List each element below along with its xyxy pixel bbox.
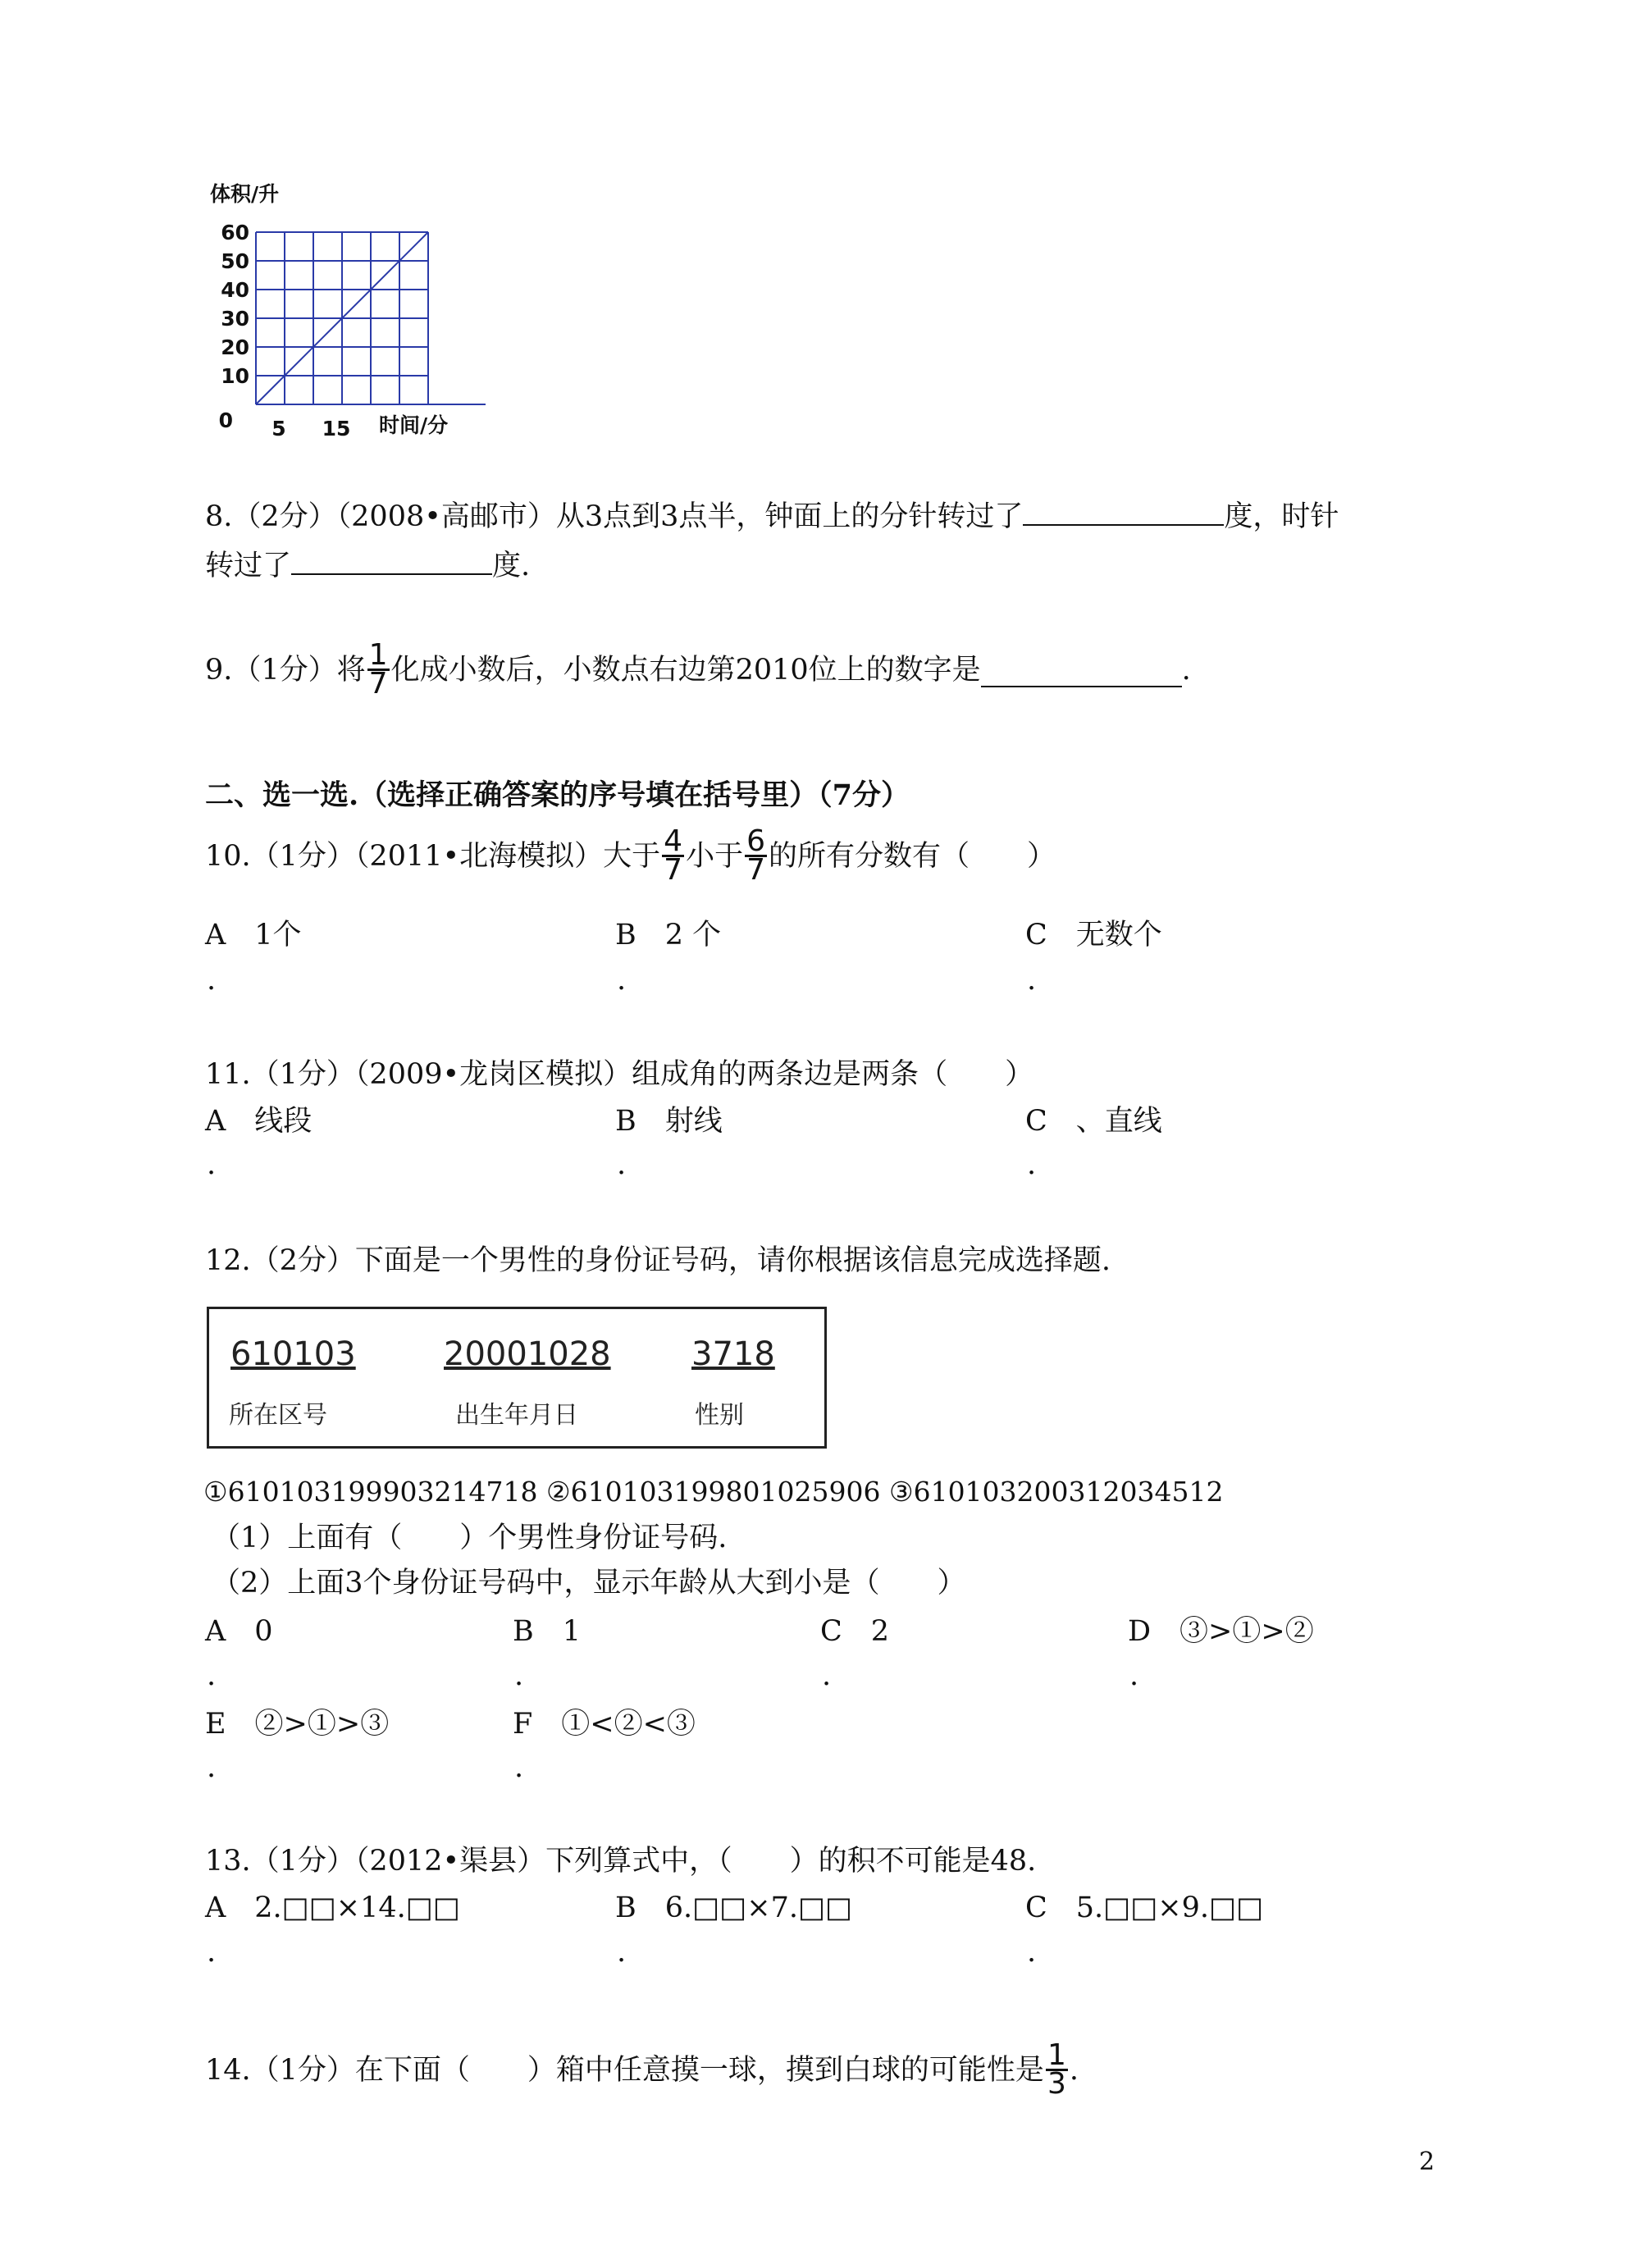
section-2-title: 二、选一选.（选择正确答案的序号填在括号里）（7分） xyxy=(205,778,910,812)
y-tick-label: 40 xyxy=(221,278,249,302)
q12-option-b[interactable]: B 1 xyxy=(513,1615,581,1648)
id-birth-date: 20001028 xyxy=(444,1335,611,1373)
q11-option-a[interactable]: A 线段 xyxy=(205,1105,313,1138)
question-14: 14.（1分）在下面（ ）箱中任意摸一球，摸到白球的可能性是 $\frac{1}{3}$ . xyxy=(205,2038,1079,2101)
fraction-4-7: $\frac{4}{7}$ xyxy=(664,824,683,887)
chart-y-ticks xyxy=(219,221,249,432)
fraction-1-7: $\frac{1}{7}$ xyxy=(368,638,388,700)
q12-sub-2: （2）上面3个身份证号码中，显示年龄从大到小是（ ） xyxy=(212,1567,966,1599)
q12-dot-b: . xyxy=(514,1659,524,1692)
id-card-box xyxy=(207,1307,827,1449)
q11-option-c[interactable]: C 、直线 xyxy=(1025,1105,1162,1138)
q12-dot-c: . xyxy=(822,1659,832,1692)
x-tick-label: 15 xyxy=(322,417,351,440)
question-8-line2: 转过了 度. xyxy=(205,550,531,582)
id-gender-label: 性别 xyxy=(695,1401,744,1430)
q10-option-a[interactable]: A 1个 xyxy=(205,919,302,951)
question-8-line1: 8.（2分）（2008•高邮市）从3点到3点半，钟面上的分针转过了 度，时针 xyxy=(205,500,1339,533)
q10-dot-b: . xyxy=(617,964,627,997)
q8-blank-1[interactable] xyxy=(1023,500,1224,526)
q8-blank-2[interactable] xyxy=(291,549,492,575)
y-tick-label: 10 xyxy=(221,364,249,388)
y-tick-label: 30 xyxy=(221,307,249,331)
q12-dot-d: . xyxy=(1129,1659,1139,1692)
q12-option-c[interactable]: C 2 xyxy=(820,1615,890,1648)
question-9: 9.（1分）将 $\frac{1}{7}$ 化成小数后，小数点右边第2010位上的数字是 . xyxy=(205,638,1191,700)
question-12: 12.（2分）下面是一个男性的身份证号码，请你根据该信息完成选择题. xyxy=(205,1244,1111,1277)
id-area-label: 所在区号 xyxy=(229,1401,327,1430)
q12-dot-f: . xyxy=(514,1751,524,1784)
question-13: 13.（1分）（2012•渠县）下列算式中，（ ）的积不可能是48. xyxy=(205,1845,1037,1878)
q11-dot-a: . xyxy=(207,1148,217,1181)
q13-option-c[interactable]: C 5.□□×9.□□ xyxy=(1025,1892,1264,1924)
q12-option-d[interactable]: D ③>①>② xyxy=(1128,1615,1314,1648)
q11-dot-b: . xyxy=(617,1148,627,1181)
q12-id-numbers: ①610103199903214718 ②610103199801025906 ③610103200312034512 xyxy=(203,1476,1224,1508)
q10-dot-a: . xyxy=(207,964,217,997)
q13-dot-b: . xyxy=(617,1936,627,1969)
q13-dot-a: . xyxy=(207,1936,217,1969)
q13-option-a[interactable]: A 2.□□×14.□□ xyxy=(205,1892,460,1924)
y-tick-label: 0 xyxy=(218,408,233,432)
volume-time-chart xyxy=(197,176,492,447)
fraction-6-7: $\frac{6}{7}$ xyxy=(746,824,765,887)
question-11: 11.（1分）（2009•龙岗区模拟）组成角的两条边是两条（ ） xyxy=(205,1058,1034,1091)
question-10: 10.（1分）（2011•北海模拟）大于 $\frac{4}{7}$ 小于 $\frac{6}{7}$ 的所有分数有（ ） xyxy=(205,824,1056,887)
y-tick-label: 20 xyxy=(221,335,249,359)
chart-grid xyxy=(256,232,486,404)
q11-option-b[interactable]: B 射线 xyxy=(615,1105,723,1138)
q13-dot-c: . xyxy=(1027,1936,1037,1969)
id-area-code: 610103 xyxy=(230,1335,356,1373)
q13-option-b[interactable]: B 6.□□×7.□□ xyxy=(615,1892,853,1924)
q12-sub-1: （1）上面有（ ）个男性身份证号码. xyxy=(212,1522,728,1554)
q12-option-f[interactable]: F ①<②<③ xyxy=(513,1708,696,1741)
q11-dot-c: . xyxy=(1027,1148,1037,1181)
id-gender-code: 3718 xyxy=(691,1335,775,1373)
x-tick-label: 5 xyxy=(271,417,286,440)
q10-option-c[interactable]: C 无数个 xyxy=(1025,919,1162,951)
q9-blank[interactable] xyxy=(981,661,1182,687)
q12-option-e[interactable]: E ②>①>③ xyxy=(205,1708,390,1741)
y-tick-label: 60 xyxy=(221,221,249,244)
q10-dot-c: . xyxy=(1027,964,1037,997)
fraction-1-3: $\frac{1}{3}$ xyxy=(1047,2038,1066,2101)
id-birth-label: 出生年月日 xyxy=(455,1401,578,1430)
y-tick-label: 50 xyxy=(221,249,249,273)
chart-ylabel: 体积/升 xyxy=(210,182,280,206)
q12-dot-e: . xyxy=(207,1751,217,1784)
chart-xlabel: 时间/分 xyxy=(379,413,449,437)
page-number: 2 xyxy=(1419,2147,1435,2176)
chart-x-ticks xyxy=(271,417,350,440)
q12-dot-a: . xyxy=(207,1659,217,1692)
q10-option-b[interactable]: B 2 个 xyxy=(615,919,722,951)
q12-option-a[interactable]: A 0 xyxy=(205,1615,273,1648)
